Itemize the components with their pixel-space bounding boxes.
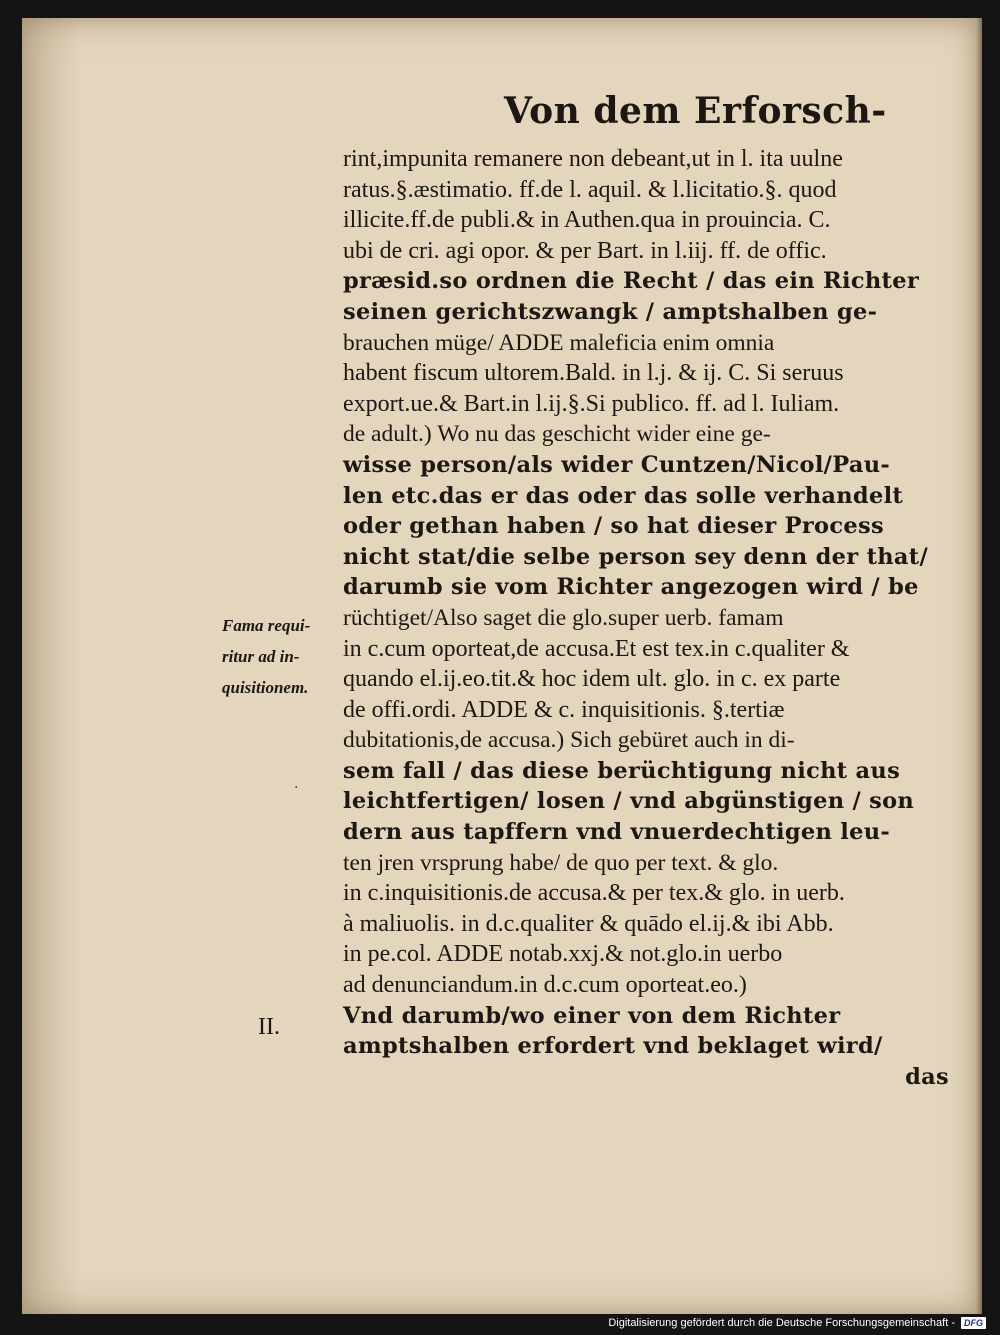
text-line: sem fall / das diese berüchtigung nicht aus bbox=[343, 757, 901, 784]
text-line: ubi de cri. agi opor. & per Bart. in l.iij. ff. de offic. bbox=[343, 237, 827, 264]
margin-note-line: Fama requi- bbox=[222, 616, 311, 635]
text-line: dubitationis,de accusa.) Sich gebüret auch in di- bbox=[343, 727, 795, 754]
text-line: seinen gerichtszwangk / amptshalben ge- bbox=[343, 298, 878, 325]
text-line: Vnd darumb/wo einer von dem Richter bbox=[343, 1002, 841, 1029]
text-line: rüchtiget/Also saget die glo.super uerb. famam bbox=[343, 604, 784, 631]
text-line: ratus.§.æstimatio. ff.de l. aquil. & l.licitatio.§. quod bbox=[343, 176, 837, 203]
footer-text: Digitalisierung gefördert durch die Deutsche Forschungsgemeinschaft - bbox=[608, 1317, 955, 1329]
text-line: à maliuolis. in d.c.qualiter & quādo el.ij.& ibi Abb. bbox=[343, 910, 834, 937]
text-line: in pe.col. ADDE notab.xxj.& not.glo.in uerbo bbox=[343, 941, 783, 968]
catchword: das bbox=[905, 1063, 949, 1090]
text-line: præsid.so ordnen die Recht / das ein Richter bbox=[343, 268, 919, 295]
body-text bbox=[343, 144, 949, 1092]
text-line: illicite.ff.de publi.& in Authen.qua in prouincia. C. bbox=[343, 207, 831, 234]
funding-footer bbox=[608, 1313, 986, 1333]
text-line: ad denunciandum.in d.c.cum oporteat.eo.) bbox=[343, 972, 747, 999]
text-line: leichtfertigen/ losen / vnd abgünstigen / son bbox=[343, 788, 915, 815]
text-line: brauchen müge/ ADDE maleficia enim omnia bbox=[343, 329, 775, 356]
running-head: Von dem Erforsch- bbox=[504, 90, 887, 132]
section-number: II. bbox=[258, 1014, 280, 1040]
text-line: wisse person/als wider Cuntzen/Nicol/Pau- bbox=[343, 451, 890, 478]
text-line: rint,impunita remanere non debeant,ut in l. ita uulne bbox=[343, 146, 843, 172]
stray-mark: · bbox=[294, 780, 299, 796]
text-line: len etc.das er das oder das solle verhandelt bbox=[343, 482, 904, 509]
margin-note-line: ritur ad in- bbox=[222, 647, 300, 666]
book-page bbox=[22, 18, 982, 1314]
text-line: de adult.) Wo nu das geschicht wider eine ge- bbox=[343, 421, 771, 448]
text-line: nicht stat/die selbe person sey denn der that/ bbox=[343, 543, 929, 570]
text-line: in c.cum oporteat,de accusa.Et est tex.in c.qualiter & bbox=[343, 635, 850, 662]
text-line: dern aus tapffern vnd vnuerdechtigen leu- bbox=[343, 819, 891, 846]
text-line: ten jren vrsprung habe/ de quo per text. & glo. bbox=[343, 849, 779, 876]
text-line: quando el.ij.eo.tit.& hoc idem ult. glo. in c. ex parte bbox=[343, 666, 841, 693]
margin-note bbox=[222, 610, 347, 703]
text-line: in c.inquisitionis.de accusa.& per tex.& glo. in uerb. bbox=[343, 880, 845, 907]
text-line: de offi.ordi. ADDE & c. inquisitionis. §.tertiæ bbox=[343, 696, 785, 723]
text-line: export.ue.& Bart.in l.ij.§.Si publico. ff. ad l. Iuliam. bbox=[343, 390, 840, 417]
text-line: amptshalben erfordert vnd beklaget wird/ bbox=[343, 1033, 883, 1060]
text-line: darumb sie vom Richter angezogen wird / be bbox=[343, 574, 919, 601]
margin-note-line: quisitionem. bbox=[222, 678, 309, 697]
text-line: oder gethan haben / so hat dieser Process bbox=[343, 513, 884, 540]
text-line: habent fiscum ultorem.Bald. in l.j. & ij. C. Si seruus bbox=[343, 360, 844, 387]
dfg-logo-icon: DFG bbox=[961, 1317, 986, 1329]
